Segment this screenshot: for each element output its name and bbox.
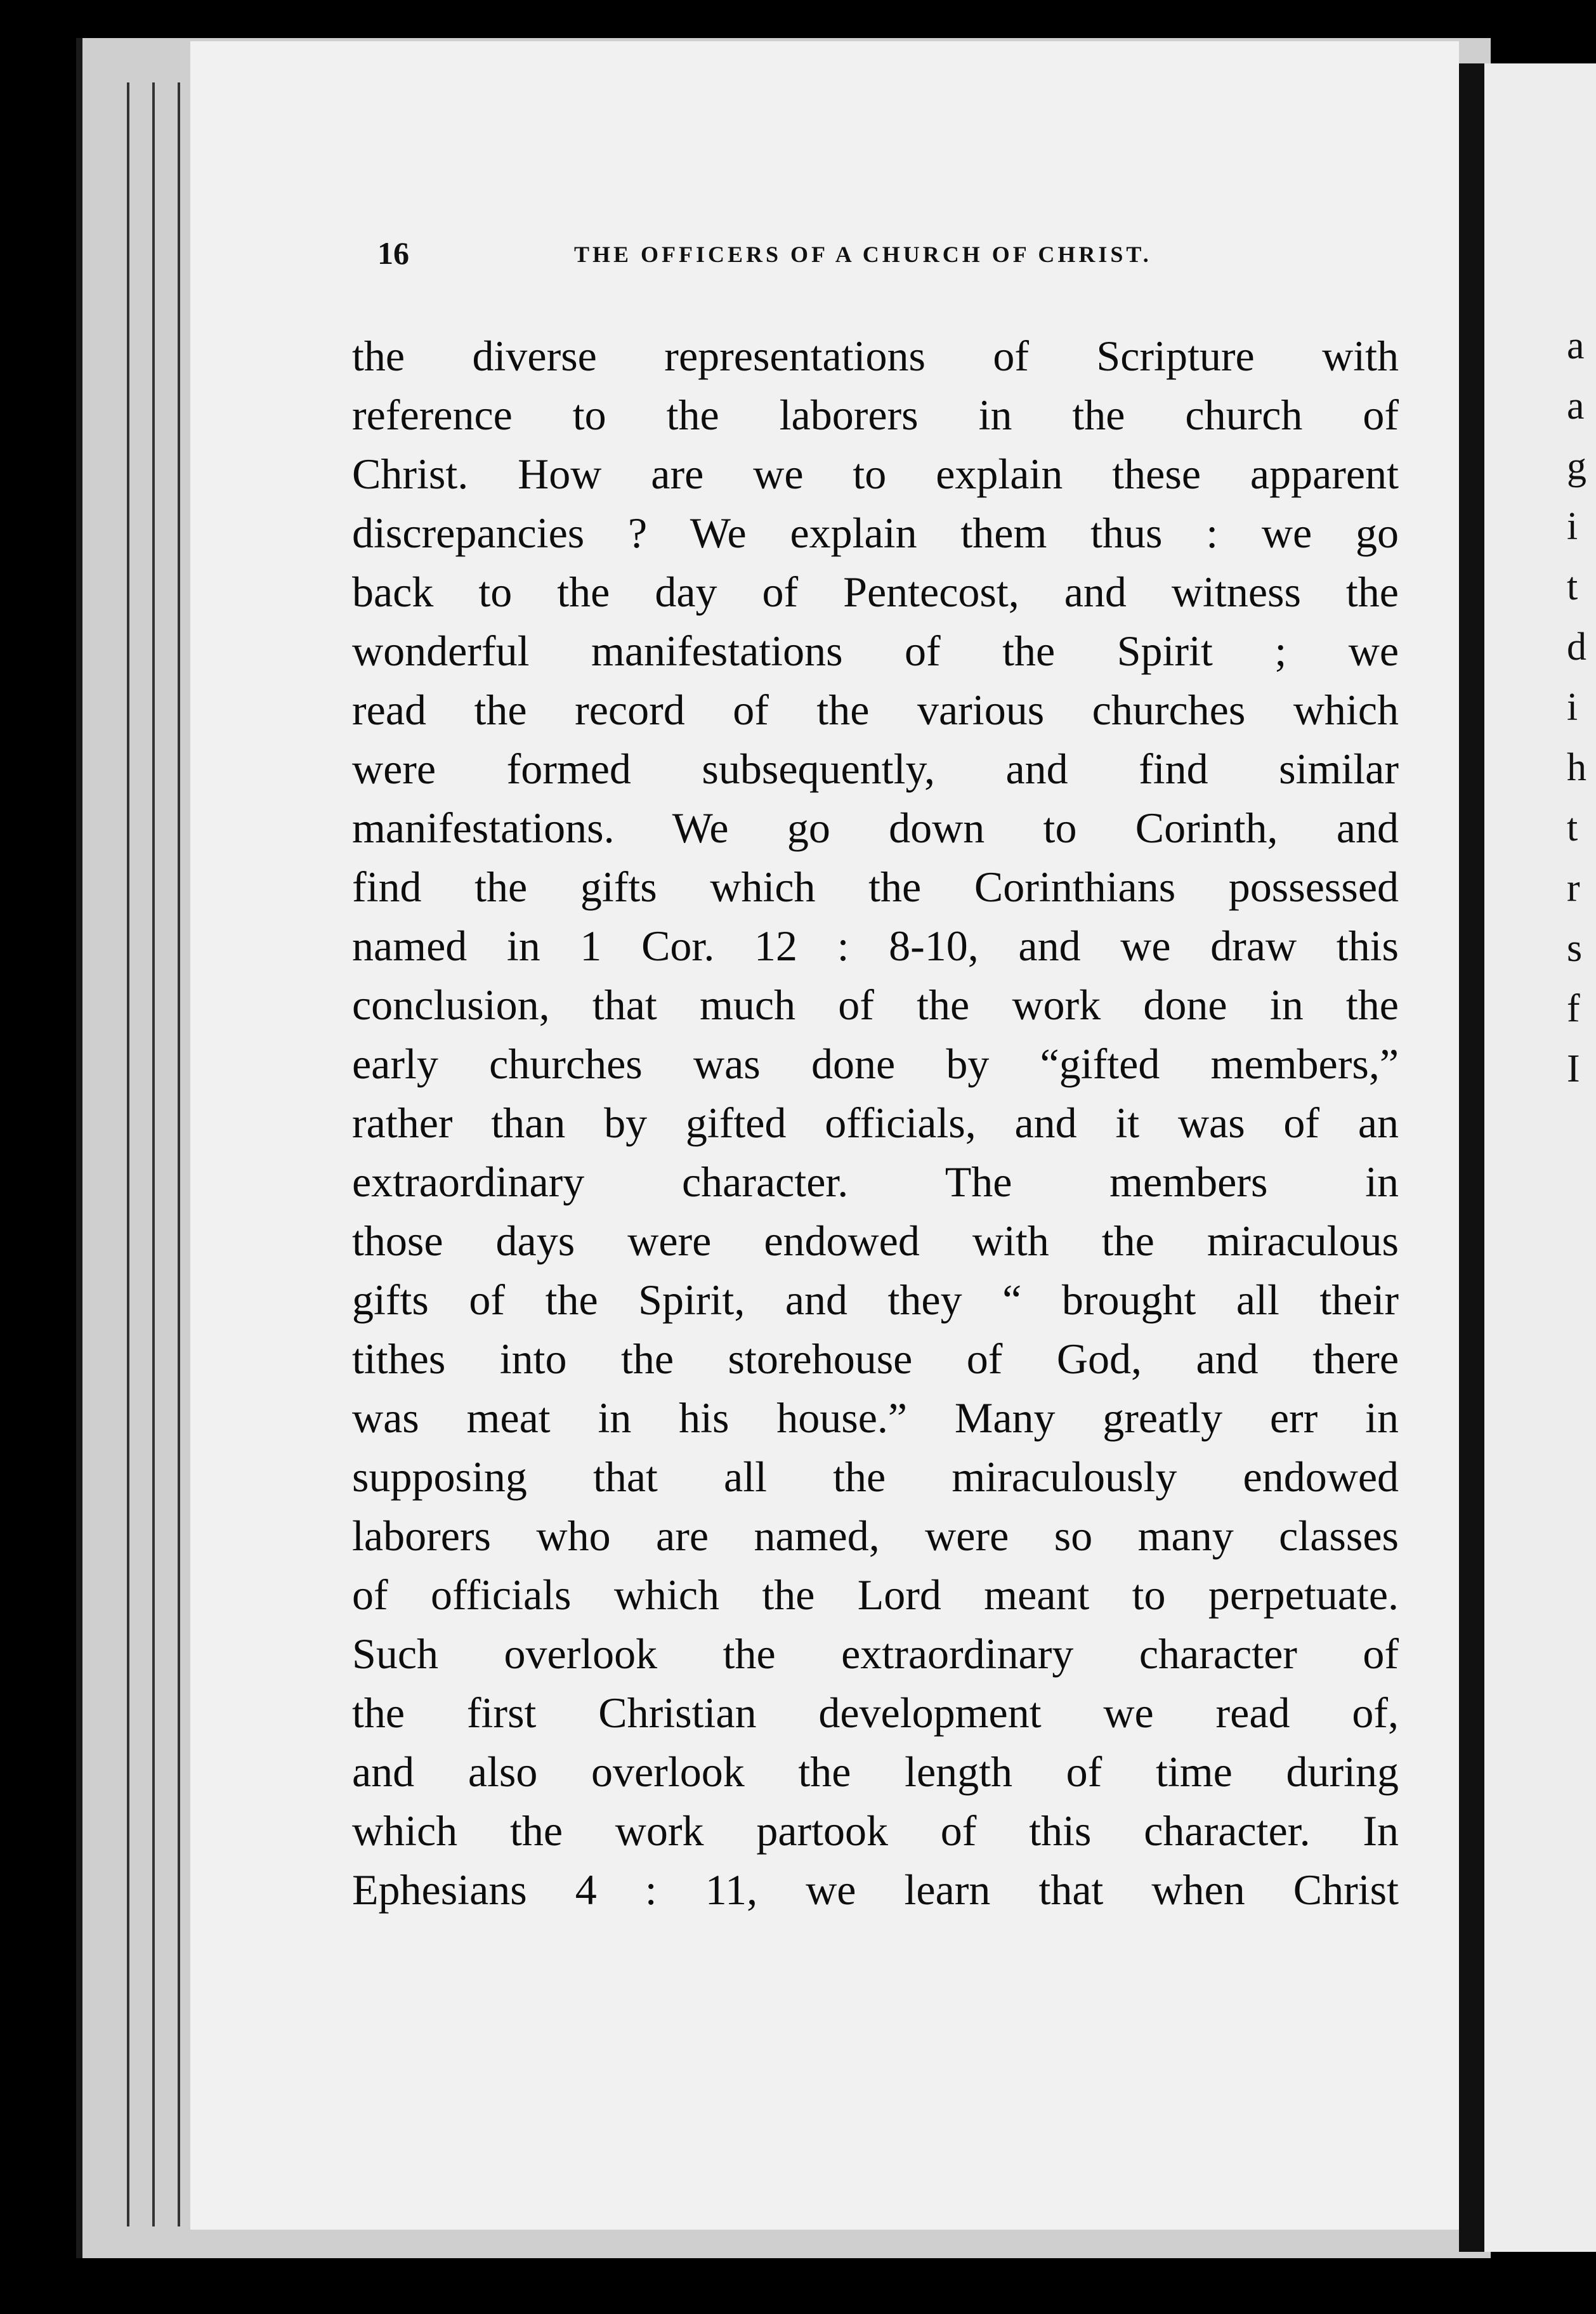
facing-page-fragment: I (1567, 1047, 1580, 1090)
text-line: manifestations. We go down to Corinth, and (352, 804, 1399, 852)
body-text (352, 327, 1399, 1919)
facing-page-fragment: d (1567, 625, 1586, 669)
facing-page-fragment: g (1567, 445, 1586, 488)
text-line: read the record of the various churches which (352, 686, 1399, 734)
text-line: conclusion, that much of the work done in the (352, 981, 1399, 1029)
text-line: rather than by gifted officials, and it was of an (352, 1099, 1399, 1147)
text-line: find the gifts which the Corinthians possessed (352, 863, 1399, 911)
page-number: 16 (377, 235, 409, 271)
text-line: tithes into the storehouse of God, and there (352, 1335, 1399, 1383)
text-line: laborers who are named, were so many classes (352, 1512, 1399, 1560)
page-edge (152, 82, 155, 2226)
text-line: back to the day of Pentecost, and witness the (352, 568, 1399, 616)
facing-page-fragment: s (1567, 927, 1583, 970)
book-gutter (1459, 63, 1484, 2252)
text-line: extraordinary character. The members in (352, 1158, 1399, 1206)
facing-page-fragment: t (1567, 806, 1578, 849)
page-edge (178, 82, 180, 2226)
facing-page-fragment: i (1567, 505, 1578, 548)
text-line: early churches was done by “gifted members,” (352, 1040, 1399, 1088)
text-line: Such overlook the extraordinary character of (352, 1630, 1399, 1678)
text-line: was meat in his house.” Many greatly err in (352, 1394, 1399, 1442)
text-line: discrepancies ? We explain them thus : we go (352, 509, 1399, 557)
facing-page-fragment: t (1567, 565, 1578, 608)
facing-page-fragment: i (1567, 686, 1578, 729)
page-edge (127, 82, 129, 2226)
text-line: those days were endowed with the miraculous (352, 1217, 1399, 1265)
text-line: were formed subsequently, and find similar (352, 745, 1399, 793)
text-line: gifts of the Spirit, and they “ brought all their (352, 1276, 1399, 1324)
text-line: which the work partook of this character. In (352, 1807, 1399, 1855)
text-line: the diverse representations of Scripture with (352, 332, 1399, 380)
facing-page-fragment: f (1567, 987, 1580, 1030)
running-head-title: THE OFFICERS OF A CHURCH OF CHRIST. (574, 242, 1152, 267)
text-line: of officials which the Lord meant to perpetuate. (352, 1571, 1399, 1619)
facing-page-fragment: r (1567, 866, 1580, 910)
facing-page-fragment: a (1567, 324, 1585, 367)
text-line: supposing that all the miraculously endowed (352, 1453, 1399, 1501)
text-line: Christ. How are we to explain these apparent (352, 450, 1399, 498)
text-line: Ephesians 4 : 11, we learn that when Christ (352, 1866, 1399, 1914)
text-line: named in 1 Cor. 12 : 8-10, and we draw this (352, 922, 1399, 970)
facing-page-fragment: h (1567, 746, 1586, 789)
text-line: the first Christian development we read of, (352, 1689, 1399, 1737)
facing-page-fragment: a (1567, 384, 1585, 428)
running-head (377, 235, 1208, 273)
text-line: reference to the laborers in the church of (352, 391, 1399, 439)
facing-page (1484, 63, 1596, 2252)
text-line: and also overlook the length of time during (352, 1748, 1399, 1796)
text-line: wonderful manifestations of the Spirit ; we (352, 627, 1399, 675)
